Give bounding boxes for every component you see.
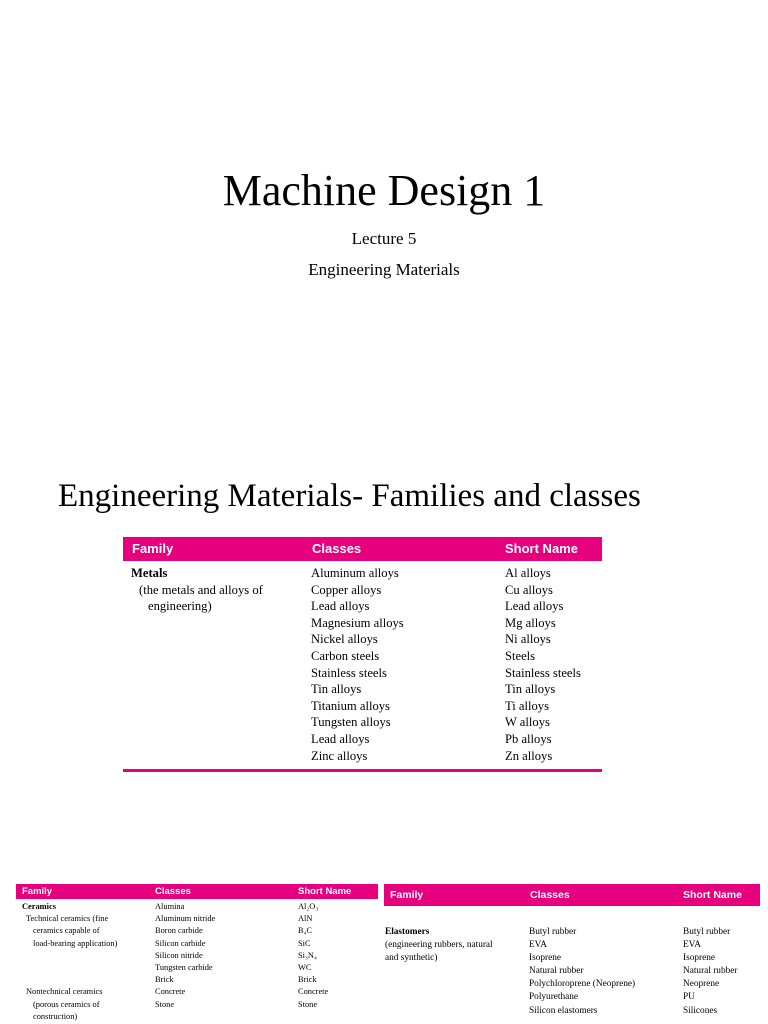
- metals-table: [123, 537, 602, 773]
- table-cell-class: Polychloroprene (Neoprene): [529, 979, 636, 990]
- slide-title: [0, 0, 768, 440]
- table-cell-class: Magnesium alloys: [311, 615, 404, 630]
- table-cell-short-name: Cu alloys: [505, 582, 553, 597]
- table-cell-short-name: W alloys: [505, 715, 550, 730]
- table-cell-class: EVA: [529, 940, 547, 951]
- table-cell-short-name: Stone: [298, 999, 318, 1009]
- table-header: [123, 537, 602, 561]
- slide-families: [0, 440, 768, 840]
- table-cell-short-name: Zn alloys: [505, 748, 553, 763]
- table-header: [384, 884, 760, 906]
- table-cell-short-name: Concrete: [298, 987, 329, 997]
- table-cell-short-name: Silicones: [683, 1005, 718, 1016]
- lecture-topic: Engineering Materials: [308, 260, 460, 279]
- header-classes: Classes: [312, 541, 362, 556]
- table-cell-class: Isoprene: [529, 953, 562, 964]
- table-cell-short-name: SiC: [298, 938, 311, 948]
- table-cell-class: Boron carbide: [155, 926, 203, 936]
- family-desc-line: Technical ceramics (fine: [26, 914, 109, 924]
- table-cell-short-name: Isoprene: [683, 953, 716, 964]
- family-desc-line: ceramics capable of: [33, 926, 100, 936]
- classes-column: [311, 565, 404, 764]
- table-cell-class: Silicon nitride: [155, 950, 203, 960]
- table-cell-class: Tungsten carbide: [155, 963, 213, 973]
- table-cell-class: Aluminum alloys: [311, 566, 399, 580]
- family-desc-line: load-bearing application): [33, 938, 118, 948]
- slide-ceramics-elastomers: [0, 840, 768, 1024]
- table-cell-class: Stainless steels: [311, 665, 387, 680]
- table-cell-short-name: Pb alloys: [505, 731, 552, 746]
- family-name: Ceramics: [22, 902, 56, 911]
- classes-column: [529, 926, 635, 1018]
- table-cell-class: Stone: [155, 999, 175, 1009]
- table-cell-short-name: Al₂O₃: [298, 902, 319, 911]
- family-desc-line: (engineering rubbers, natural: [385, 940, 493, 951]
- table-cell-class: Lead alloys: [311, 731, 370, 746]
- table-cell-class: Concrete: [155, 987, 186, 997]
- family-desc-line: [22, 950, 117, 962]
- table-cell-class: Polyurethane: [529, 992, 579, 1003]
- table-cell-short-name: EVA: [683, 940, 701, 951]
- family-desc-line: (porous ceramics of: [33, 999, 100, 1009]
- header-classes: Classes: [155, 886, 191, 897]
- header-family: Family: [22, 886, 53, 897]
- header-short-name: Short Name: [505, 541, 578, 556]
- table-header: [16, 884, 378, 899]
- table-cell-short-name: AlN: [298, 914, 313, 924]
- family-desc-line: [22, 962, 117, 974]
- short-name-column: [683, 926, 737, 1018]
- table-cell-short-name: Lead alloys: [505, 599, 564, 614]
- family-desc-line: [22, 974, 117, 986]
- table-cell-short-name: Ni alloys: [505, 632, 551, 647]
- table-cell-short-name: PU: [683, 992, 695, 1003]
- table-cell-short-name: Tin alloys: [505, 682, 556, 697]
- table-cell-class: Aluminum nitride: [155, 914, 216, 924]
- header-classes: Classes: [530, 889, 570, 901]
- table-cell-class: Copper alloys: [311, 582, 382, 597]
- table-cell-class: Silicon carbide: [155, 938, 206, 948]
- table-cell-class: Butyl rubber: [529, 927, 577, 937]
- table-cell-class: Tin alloys: [311, 682, 362, 697]
- family-name: Metals: [131, 566, 168, 580]
- header-family: Family: [390, 889, 424, 901]
- table-cell-short-name: Brick: [298, 975, 317, 985]
- table-bottom-rule: [123, 769, 602, 772]
- table-cell-class: Brick: [155, 975, 174, 985]
- table-cell-class: Nickel alloys: [311, 632, 378, 647]
- family-cell: [385, 926, 493, 965]
- table-cell-short-name: Steels: [505, 648, 536, 663]
- slide-title-heading: Machine Design 1: [222, 166, 546, 215]
- family-cell: [22, 901, 117, 1023]
- family-desc-line: Nontechnical ceramics: [26, 987, 103, 997]
- table-cell-class: Alumina: [155, 902, 185, 911]
- table-cell-short-name: Al alloys: [505, 566, 551, 580]
- table-cell-short-name: Butyl rubber: [683, 927, 731, 937]
- header-family: Family: [132, 541, 174, 556]
- family-desc-line: (the metals and alloys of: [139, 582, 263, 597]
- table-cell-class: Lead alloys: [311, 599, 370, 614]
- table-cell-short-name: WC: [298, 963, 312, 973]
- family-cell: [131, 565, 263, 615]
- header-short-name: Short Name: [298, 886, 352, 897]
- ceramics-table: [16, 884, 378, 1024]
- short-name-column: [298, 901, 328, 1011]
- table-cell-short-name: Stainless steels: [505, 665, 581, 680]
- table-cell-short-name: Neoprene: [683, 979, 720, 990]
- family-name: Elastomers: [385, 927, 430, 937]
- slide-families-heading: Engineering Materials- Families and classes: [58, 478, 641, 514]
- table-cell-class: Zinc alloys: [311, 748, 368, 763]
- header-short-name: Short Name: [683, 889, 742, 901]
- family-desc-line: engineering): [148, 599, 212, 614]
- table-cell-short-name: B₄C: [298, 926, 313, 936]
- table-cell-class: Silicon elastomers: [529, 1005, 598, 1016]
- classes-column: [155, 901, 215, 1011]
- table-cell-short-name: Mg alloys: [505, 615, 556, 630]
- table-cell-class: Titanium alloys: [311, 698, 390, 713]
- table-cell-class: Natural rubber: [529, 966, 584, 977]
- elastomers-table: [384, 884, 760, 1024]
- table-cell-class: Tungsten alloys: [311, 715, 391, 730]
- lecture-number: Lecture 5: [351, 229, 417, 248]
- table-cell-class: Carbon steels: [311, 648, 380, 663]
- family-desc-line: construction): [33, 1011, 78, 1021]
- table-cell-short-name: Ti alloys: [505, 698, 549, 713]
- family-desc-line: and synthetic): [385, 953, 438, 964]
- table-cell-short-name: Si₃N₄: [298, 950, 317, 960]
- table-cell-short-name: Natural rubber: [683, 966, 738, 977]
- short-name-column: [505, 565, 581, 764]
